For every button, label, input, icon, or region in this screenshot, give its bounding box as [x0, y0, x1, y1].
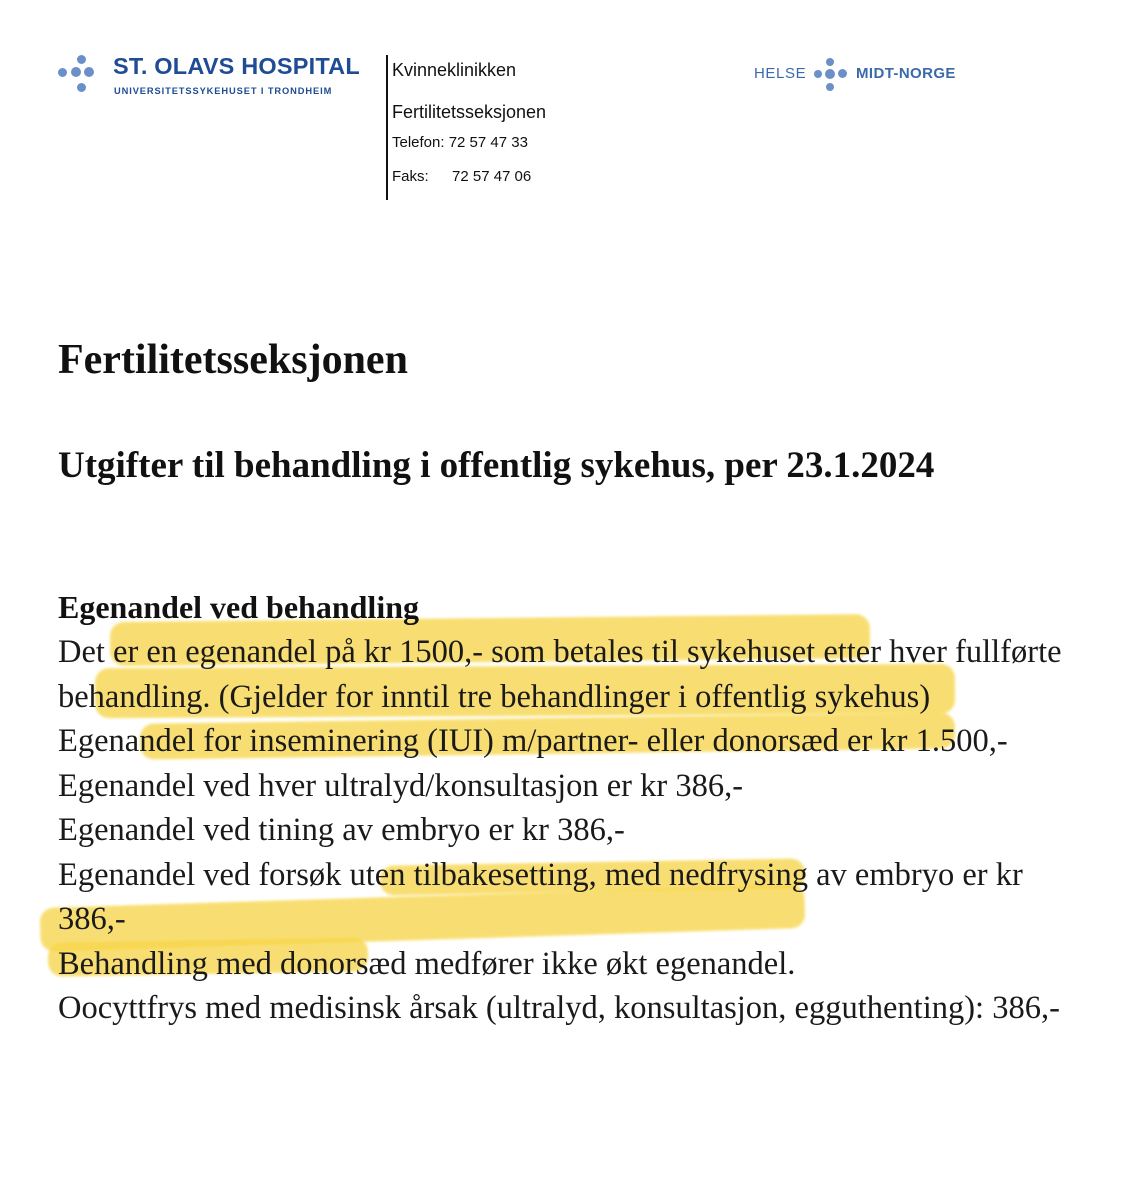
paragraph: Det er en egenandel på kr 1500,- som betales til sykehuset etter hver fullførte behandling. (Gjelder for inntil tre behandlinger i offentlig sykehus) [58, 634, 1062, 715]
partner-dots-icon [812, 58, 852, 92]
paragraph: Behandling med donorsæd medfører ikke økt egenandel. [58, 945, 796, 982]
paragraph: Egenandel ved tining av embryo er kr 386,- [58, 812, 625, 848]
partner-name-left: HELSE [754, 65, 807, 82]
paragraph: Egenandel for inseminering (IUI) m/partner- eller donorsæd er kr 1.500,- [58, 723, 1008, 759]
fax-number [392, 168, 531, 185]
hospital-name: ST. OLAVS HOSPITAL [113, 53, 360, 79]
partner-logo [754, 58, 974, 94]
hospital-logo [58, 55, 388, 105]
paragraph: Egenandel ved forsøk uten tilbakesetting, med nedfrysing av embryo er kr 386,- [58, 856, 1023, 937]
document-subtitle: Utgifter til behandling i offentlig sykehus, per 23.1.2024 [58, 445, 935, 486]
paragraph: Oocyttfrys med medisinsk årsak (ultralyd, konsultasjon, egguthenting): 386,- [58, 990, 1060, 1026]
document-body [58, 630, 1098, 1031]
section-name: Fertilitetsseksjonen [392, 102, 547, 122]
document-title: Fertilitetsseksjonen [58, 337, 408, 383]
partner-name-right: MIDT-NORGE [856, 65, 956, 82]
hospital-subtitle: UNIVERSITETSSYKEHUSET I TRONDHEIM [114, 86, 333, 96]
fax-value: 72 57 47 06 [452, 168, 532, 185]
section-heading: Egenandel ved behandling [58, 589, 419, 625]
logo-dots-icon [58, 55, 104, 99]
clinic-name: Kvinneklinikken [392, 60, 517, 80]
header-divider [386, 55, 388, 200]
paragraph: Egenandel ved hver ultralyd/konsultasjon er kr 386,- [58, 767, 744, 804]
fax-label: Faks: [392, 168, 429, 185]
phone-number: Telefon: 72 57 47 33 [392, 134, 528, 151]
